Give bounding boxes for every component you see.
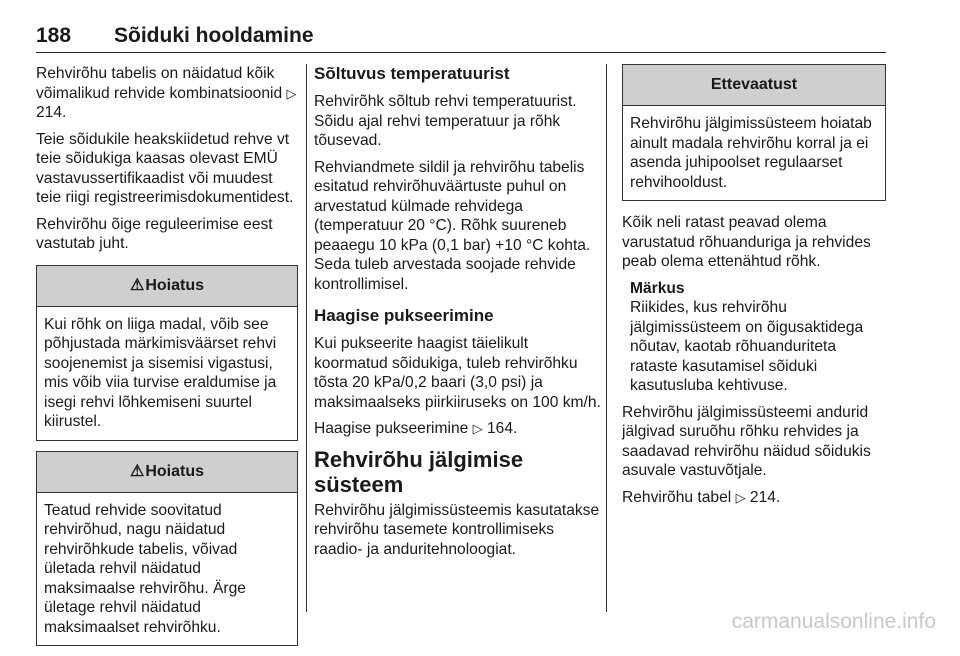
column-middle	[314, 64, 606, 566]
paragraph-temperature-2: Rehviandmete sildil ja rehvirõhu tabelis esitatud rehvirõhuväärtuste puhul on arvestatud külmade rehvidega (temperatuur 20 °C). Rõhk suureneb peaaegu 10 kPa (0,1 bar) +10 °C kohta. Seda tuleb arvestada soojade rehvide kontrollimisel.	[314, 158, 591, 293]
paragraph-trailer-1: Kui pukseerite haagist täielikult koormatud sõidukiga, tuleb rehvirõhku tõsta 20 kPa/0,2 baari (3,0 psi) ja maksimaalseks piirkiiruseks on 100 km/h.	[314, 335, 601, 411]
ref-arrow-icon: ▷	[735, 489, 746, 505]
page-number: 188	[36, 24, 72, 47]
heading-tpms: Rehvirõhu jälgimise süsteem	[314, 446, 524, 497]
paragraph-tire-table-ref: Rehvirõhu tabel ▷ 214.	[622, 488, 781, 506]
warning-box-text: Teatud rehvide soovitatud rehvirõhud, nagu näidatud rehvirõhkude tabelis, võivad ületada rehvil näidatud maksimaalse rehvirõhu. Ärge ületage rehvil näidatud maksimaalset rehvirõhku.	[44, 501, 246, 636]
note-text: Riikides, kus rehvirõhu jälgimissüsteem on õigusaktidega nõutav, kaotab rõhuanduriteta rataste kasutamisel sõiduki kasutusluba kehtivuse.	[630, 299, 864, 394]
ref-arrow-icon: ▷	[286, 85, 297, 101]
note-title: Märkus	[630, 279, 685, 297]
watermark: carmanualsonline.info	[731, 610, 936, 633]
warning-icon: ⚠	[129, 462, 145, 480]
warning-box-1	[36, 265, 298, 441]
column-divider-1	[306, 64, 307, 612]
paragraph-sensors: Rehvirõhu jälgimissüsteemi andurid jälgivad suruõhu rõhku rehvides ja saadavad rehvirõhu näidud sõidukis asuvale vastuvõtjale.	[622, 403, 871, 479]
page-ref-link[interactable]: 214.	[36, 104, 67, 121]
caution-box	[622, 64, 886, 201]
caution-box-header: Ettevaatust	[623, 65, 885, 106]
ref-arrow-icon: ▷	[472, 421, 483, 436]
page-header	[36, 24, 886, 53]
heading-temperature: Sõltuvus temperatuurist	[314, 64, 510, 83]
warning-box-2	[36, 451, 298, 647]
paragraph-four-wheels: Kõik neli ratast peavad olema varustatud rõhuanduriga ja rehvides peab olema ettenähtud rõhk.	[622, 214, 871, 270]
column-right	[622, 64, 886, 514]
paragraph-driver-responsibility: Rehvirõhu õige reguleerimise eest vastutab juht.	[36, 215, 273, 252]
column-left	[36, 64, 298, 656]
heading-trailer-towing: Haagise pukseerimine	[314, 306, 494, 325]
warning-box-text: Kui rõhk on liiga madal, võib see põhjustada märkimisväärset rehvi soojenemist ja sisemisi vigastusi, mis võib viia turvise eraldumise ja isegi rehvi lõhkemiseni suurtel kiirustel.	[44, 315, 277, 430]
paragraph-tire-table: Rehvirõhu tabelis on näidatud kõik võimalikud rehvide kombinatsioonid ▷ 214.	[36, 65, 297, 121]
page-ref-link[interactable]: 164.	[486, 420, 518, 437]
page-ref-link[interactable]: 214.	[749, 488, 781, 506]
paragraph-tpms: Rehvirõhu jälgimissüsteemis kasutatakse rehvirõhu tasemete kontrollimiseks raadio- ja anduritehnoloogiat.	[314, 501, 600, 558]
warning-box-header: ⚠Hoiatus	[37, 452, 297, 493]
paragraph-trailer-2: Haagise pukseerimine ▷ 164.	[314, 420, 518, 437]
note-block	[622, 279, 886, 396]
caution-box-text: Rehvirõhu jälgimissüsteem hoiatab ainult madala rehvirõhu korral ja ei asenda juhipoolset regulaarset rehvihooldust.	[630, 115, 872, 191]
warning-icon: ⚠	[129, 276, 145, 294]
column-divider-2	[606, 64, 607, 612]
paragraph-temperature-1: Rehvirõhk sõltub rehvi temperatuurist. Sõidu ajal rehvi temperatuur ja rõhk tõusevad.	[314, 93, 577, 149]
warning-box-header: ⚠Hoiatus	[37, 266, 297, 307]
paragraph-approved-tires: Teie sõidukile heakskiidetud rehve vt teie sõidukiga kaasas olevast EMÜ vastavussertifikaadist või muudest teie riigi registreerimisdokumentidest.	[36, 130, 294, 206]
page-title: Sõiduki hooldamine	[114, 24, 314, 47]
